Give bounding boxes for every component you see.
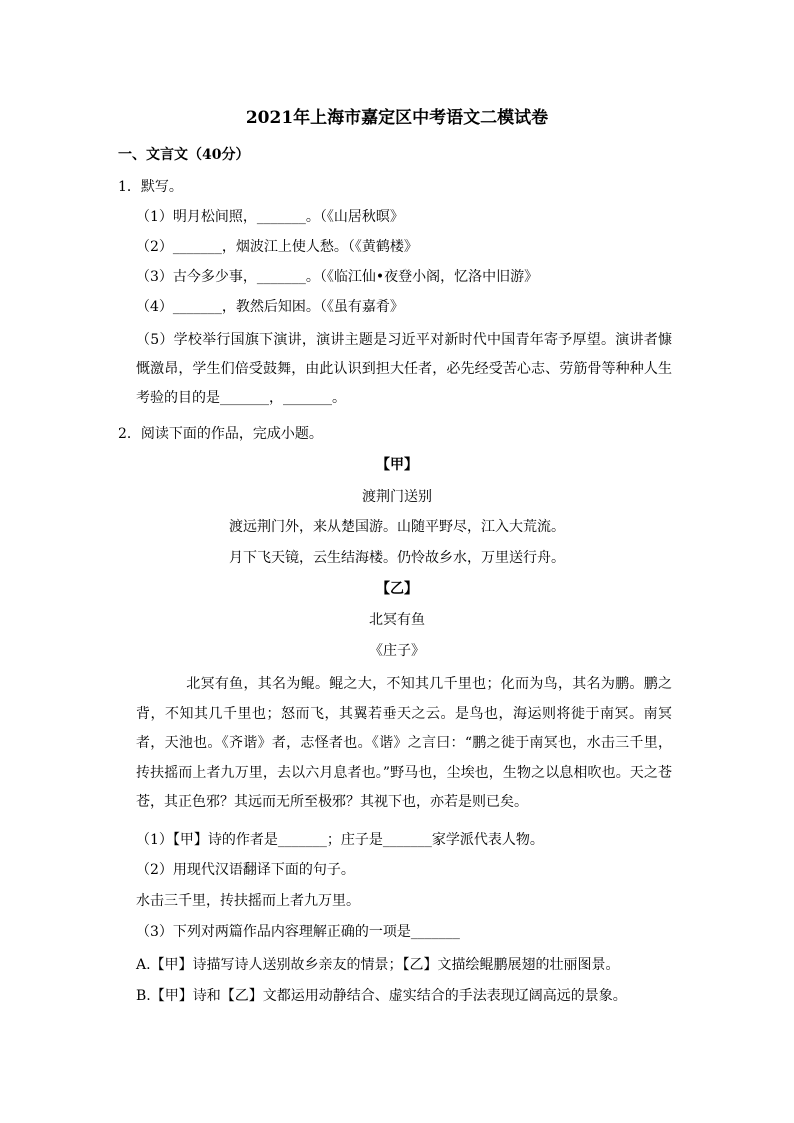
section-heading: 一、文言文（40分） bbox=[118, 147, 250, 163]
yi-passage-text: 北冥有鱼，其名为鲲。鲲之大，不知其几千里也；化而为鸟，其名为鹏。鹏之背，不知其几千里也；怒而飞，其翼若垂天之云。是鸟也，海运则将徙于南冥。南冥者，天池也。《齐谐》者，志怪者也。《谐》之言曰：“鹏之徙于南冥也，水击三千里，抟扶摇而上者九万里，去以六月息者也。”野马也，尘埃也，生物之以息相吹也。天之苍苍，其正色邪？其远而无所至极邪？其视下也，亦若是则已矣。 bbox=[136, 676, 672, 810]
q1-item-4: （4）_______，教然后知困。（《虽有嘉肴》 bbox=[136, 299, 404, 315]
q1-item-2: （2）_______，烟波江上使人愁。（《黄鹤楼》 bbox=[136, 239, 418, 255]
page-title: 2021年上海市嘉定区中考语文二模试卷 bbox=[245, 108, 549, 128]
option-a: A.【甲】诗描写诗人送别故乡亲友的情景；【乙】文描绘鲲鹏展翅的壮丽图景。 bbox=[136, 957, 620, 973]
yi-text-author: 《庄子》 bbox=[369, 643, 425, 659]
q2-sub-2-sentence: 水击三千里，抟扶摇而上者九万里。 bbox=[136, 893, 360, 909]
q1-item-1: （1）明月松间照，_______。（《山居秋暝》 bbox=[136, 209, 404, 225]
jia-poem-line-1: 渡远荆门外，来从楚国游。山随平野尽，江入大荒流。 bbox=[229, 519, 565, 535]
q2-sub-2: （2）用现代汉语翻译下面的句子。 bbox=[136, 862, 355, 878]
jia-label: 【甲】 bbox=[376, 457, 418, 473]
q2-sub-1: （1）【甲】诗的作者是_______；庄子是_______家学派代表人物。 bbox=[136, 832, 544, 848]
option-b: B.【甲】诗和【乙】文都运用动静结合、虚实结合的手法表现辽阔高远的景象。 bbox=[136, 988, 627, 1004]
question-2-label: 2．阅读下面的作品，完成小题。 bbox=[118, 426, 323, 442]
q1-item-3: （3）古今多少事，_______。（《临江仙•夜登小阁，忆洛中旧游》 bbox=[136, 269, 539, 285]
q2-sub-3: （3）下列对两篇作品内容理解正确的一项是_______ bbox=[136, 924, 460, 940]
yi-label: 【乙】 bbox=[376, 581, 418, 597]
yi-text-title: 北冥有鱼 bbox=[369, 612, 425, 628]
question-1-label: 1．默写。 bbox=[118, 179, 183, 195]
jia-poem-line-2: 月下飞天镜，云生结海楼。仍怜故乡水，万里送行舟。 bbox=[229, 550, 565, 566]
yi-passage bbox=[136, 670, 672, 818]
jia-poem-title: 渡荆门送别 bbox=[362, 489, 432, 505]
q1-item-5: （5）学校举行国旗下演讲，演讲主题是习近平对新时代中国青年寄予厚望。演讲者慷慨激昂，学生们倍受鼓舞，由此认识到担大任者，必先经受苦心志、劳筋骨等种种人生考验的目的是_______，_______。 bbox=[136, 332, 672, 406]
